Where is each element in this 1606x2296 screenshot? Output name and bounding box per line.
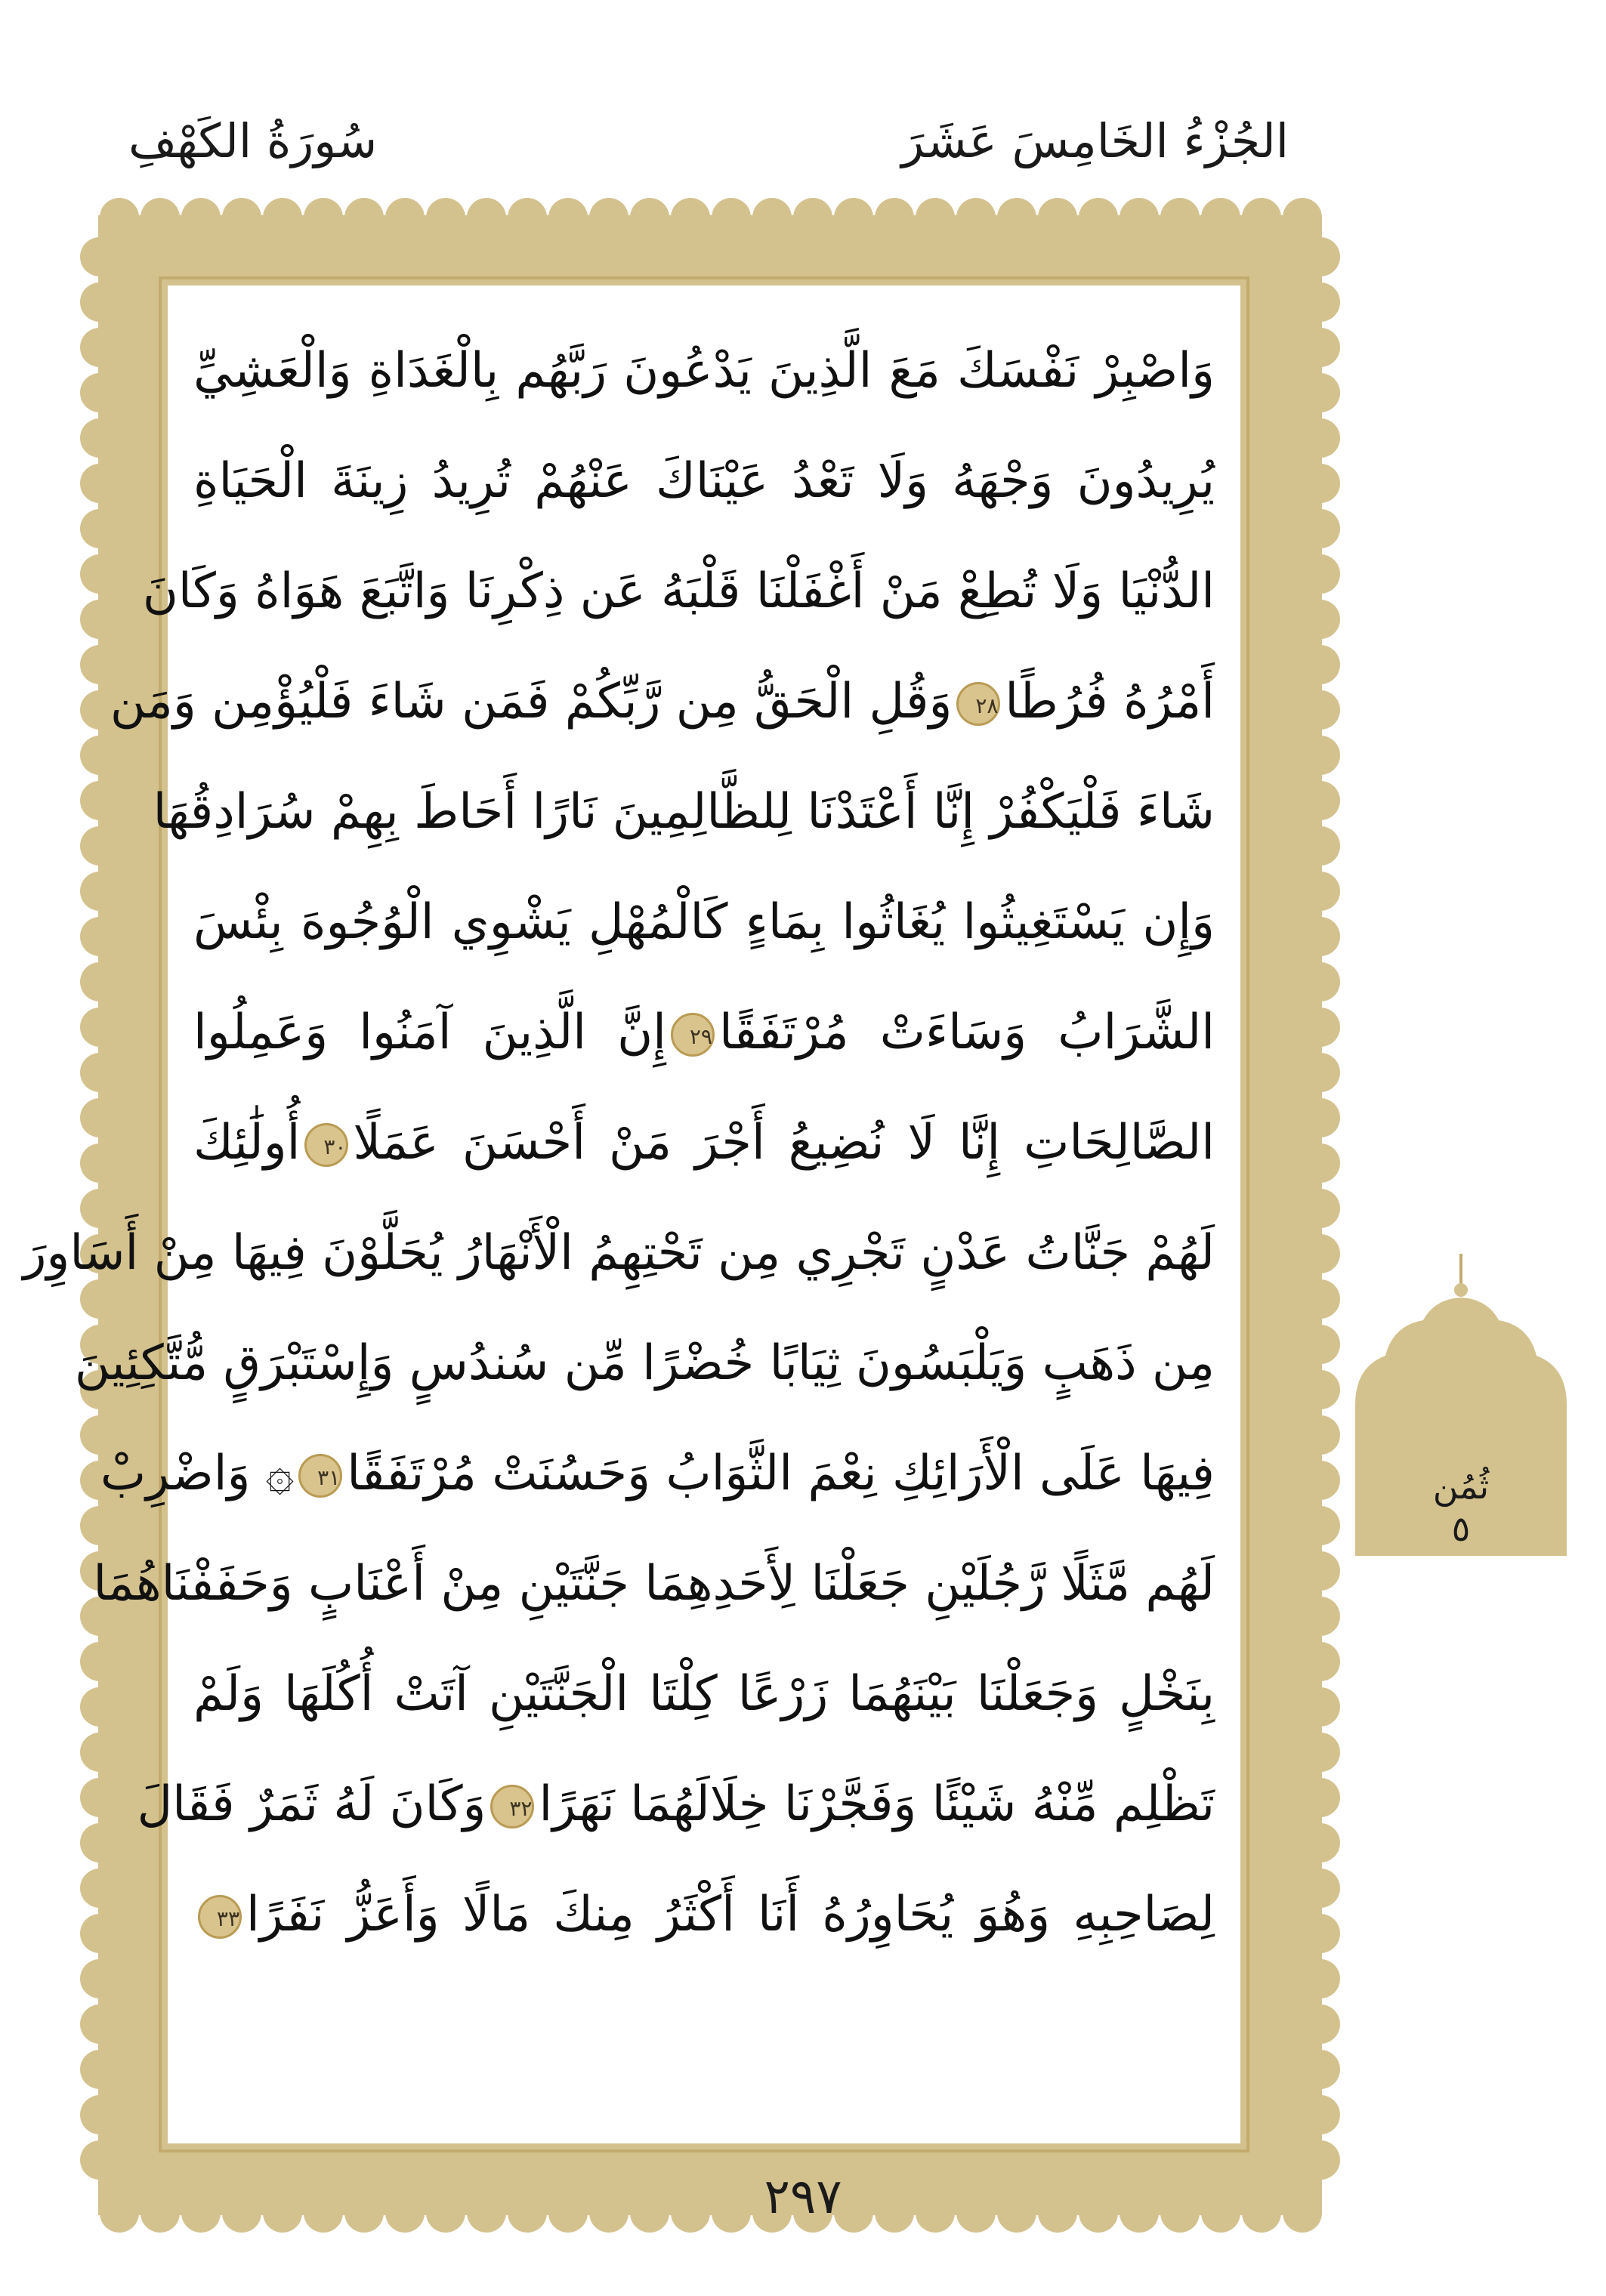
verse-text: وَكَانَ لَهُ ثَمَرٌ فَقَالَ xyxy=(137,1776,486,1832)
hizb-label xyxy=(1355,1465,1567,1550)
verse-text: إِنَّ الَّذِينَ آمَنُوا وَعَمِلُوا xyxy=(193,1004,666,1060)
ayah-number-marker: ٢٩ xyxy=(671,1013,715,1057)
ayah-number-marker: ٣٠ xyxy=(304,1123,348,1167)
verse-line-7 xyxy=(193,977,1215,1088)
verse-text: لَهُم مَّثَلًا رَّجُلَيْنِ جَعَلْنَا لِأَحَدِهِمَا جَنَّتَيْنِ مِنْ أَعْنَابٍ وَحَفَفْنَاهُمَا xyxy=(93,1556,1215,1612)
verses-panel xyxy=(23,285,1240,2143)
page-number: ٢٩٧ xyxy=(764,2169,842,2225)
verse-text: لَهُمْ جَنَّاتُ عَدْنٍ تَجْرِي مِن تَحْتِهِمُ الْأَنْهَارُ يُحَلَّوْنَ فِيهَا مِنْ أَسَاوِرَ xyxy=(23,1225,1215,1281)
verse-text: مِن ذَهَبٍ وَيَلْبَسُونَ ثِيَابًا خُضْرًا مِّن سُندُسٍ وَإِسْتَبْرَقٍ مُّتَّكِئِينَ xyxy=(74,1335,1215,1391)
verse-text: الصَّالِحَاتِ إِنَّا لَا نُضِيعُ أَجْرَ مَنْ أَحْسَنَ عَمَلًا xyxy=(353,1115,1215,1171)
hizb-number: ٥ xyxy=(1451,1508,1471,1549)
verse-text: لِصَاحِبِهِ وَهُوَ يُحَاوِرُهُ أَنَا أَكْثَرُ مِنكَ مَالًا وَأَعَزُّ نَفَرًا xyxy=(246,1887,1215,1943)
ayah-number-marker: ٣٢ xyxy=(490,1785,534,1828)
verse-text: أَمْرُهُ فُرُطًا xyxy=(1005,674,1215,730)
verse-line-4 xyxy=(110,647,1215,757)
verse-line-15 xyxy=(193,1859,1215,1970)
verse-line-13 xyxy=(193,1639,1215,1749)
verse-text: وَاصْبِرْ نَفْسَكَ مَعَ الَّذِينَ يَدْعُونَ رَبَّهُم بِالْغَدَاةِ وَالْعَشِيِّ xyxy=(193,343,1215,399)
verse-line-11 xyxy=(100,1418,1215,1529)
verse-text: الدُّنْيَا وَلَا تُطِعْ مَنْ أَغْفَلْنَا قَلْبَهُ عَن ذِكْرِنَا وَاتَّبَعَ هَوَاهُ وَكَانَ xyxy=(142,563,1215,619)
verse-line-2 xyxy=(193,426,1215,536)
ayah-number-marker: ٢٨ xyxy=(956,682,1000,726)
verse-line-5 xyxy=(153,757,1215,867)
verse-text: تَظْلِم مِّنْهُ شَيْئًا وَفَجَّرْنَا خِلَالَهُمَا نَهَرًا xyxy=(539,1776,1215,1832)
verse-line-14 xyxy=(137,1749,1215,1859)
verse-text: بِنَخْلٍ وَجَعَلْنَا بَيْنَهُمَا زَرْعًا كِلْتَا الْجَنَّتَيْنِ آتَتْ أُكُلَهَا وَلَمْ xyxy=(193,1666,1215,1722)
verse-line-12 xyxy=(93,1529,1215,1639)
ayah-number-marker: ٣١ xyxy=(298,1454,342,1498)
verse-line-3 xyxy=(142,536,1215,647)
hizb-label-text: ثُمُن xyxy=(1432,1466,1490,1507)
verse-text: شَاءَ فَلْيَكْفُرْ إِنَّا أَعْتَدْنَا لِلظَّالِمِينَ نَارًا أَحَاطَ بِهِمْ سُرَادِقُهَا xyxy=(153,784,1215,840)
verse-text: أُولَٰئِكَ xyxy=(193,1115,301,1171)
verse-text: ۞ وَاضْرِبْ xyxy=(100,1446,295,1501)
verse-line-1 xyxy=(193,316,1215,426)
verse-text: يُرِيدُونَ وَجْهَهُ وَلَا تَعْدُ عَيْنَاكَ عَنْهُمْ تُرِيدُ زِينَةَ الْحَيَاةِ xyxy=(193,453,1215,509)
verse-line-10 xyxy=(74,1308,1215,1418)
surah-title: سُورَةُ الكَهْفِ xyxy=(128,113,378,168)
verse-line-9 xyxy=(23,1198,1215,1308)
verse-line-6 xyxy=(193,867,1215,977)
verse-text: وَإِن يَسْتَغِيثُوا يُغَاثُوا بِمَاءٍ كَالْمُهْلِ يَشْوِي الْوُجُوهَ بِئْسَ xyxy=(193,894,1215,950)
ayah-number-marker: ٣٣ xyxy=(198,1895,242,1939)
verse-text: الشَّرَابُ وَسَاءَتْ مُرْتَفَقًا xyxy=(718,1004,1215,1060)
juz-title: الجُزْءُ الخَامِسَ عَشَرَ xyxy=(901,113,1289,168)
verse-line-8 xyxy=(193,1088,1215,1198)
verse-text: فِيهَا عَلَى الْأَرَائِكِ نِعْمَ الثَّوَابُ وَحَسُنَتْ مُرْتَفَقًا xyxy=(347,1446,1215,1501)
verse-text: وَقُلِ الْحَقُّ مِن رَّبِّكُمْ فَمَن شَاءَ فَلْيُؤْمِن وَمَن xyxy=(110,674,953,730)
